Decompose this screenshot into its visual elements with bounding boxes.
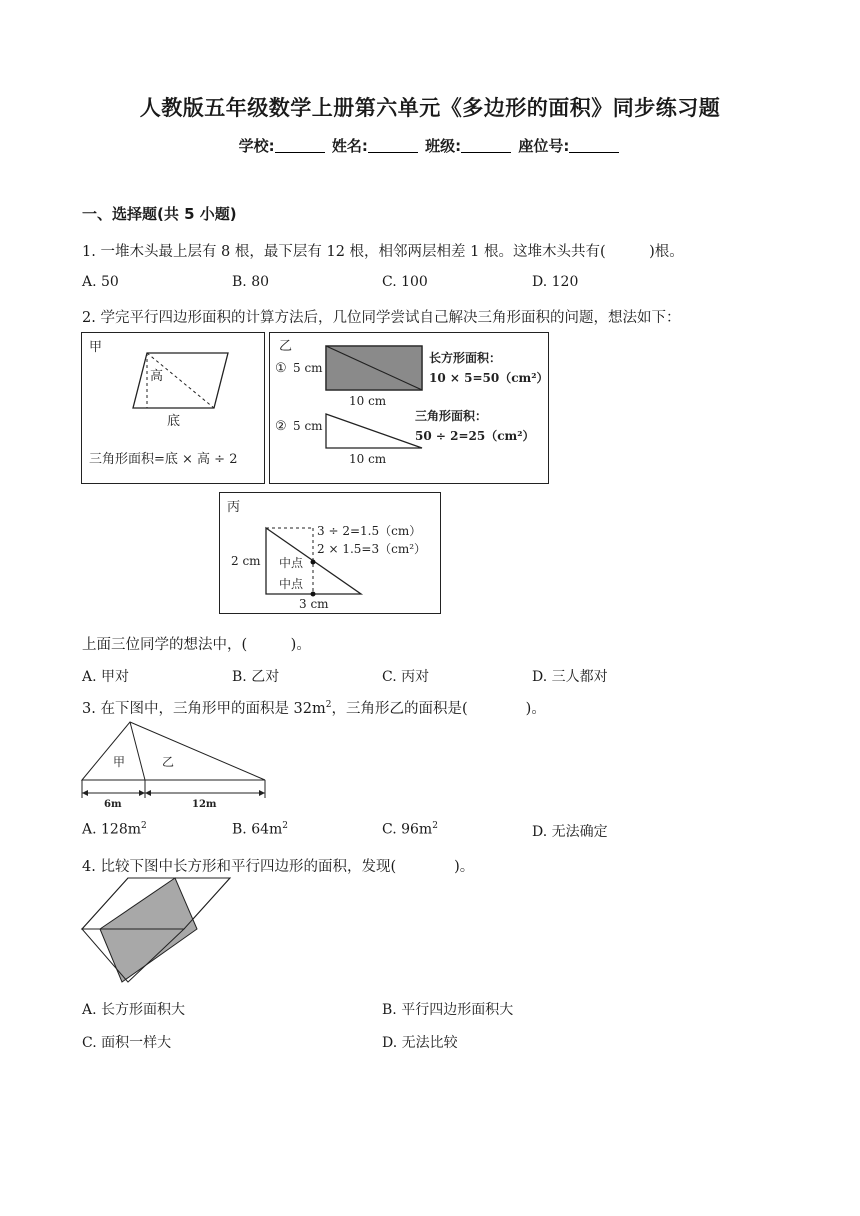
q3-option-d[interactable]: D. 无法确定 [532, 824, 608, 840]
q2-option-a[interactable]: A. 甲对 [82, 669, 130, 685]
jia-label: 甲 [89, 340, 103, 355]
q4-option-d[interactable]: D. 无法比较 [382, 1035, 458, 1051]
figure-bing [219, 492, 441, 614]
q2-option-b[interactable]: B. 乙对 [232, 669, 280, 685]
yi-row1-note2: 10 × 5=50（cm²） [429, 371, 549, 385]
q1-option-c[interactable]: C. 100 [382, 274, 428, 290]
yi-row1-bottom: 10 cm [349, 394, 387, 408]
bing-calc1: 3 ÷ 2=1.5（cm） [317, 524, 422, 538]
yi-label: 乙 [279, 339, 293, 354]
seat-label: 座位号: [518, 137, 570, 155]
jia-base-label: 底 [167, 414, 181, 429]
yi-row1-note1: 长方形面积： [429, 351, 502, 365]
q3-right-length: 12m [192, 799, 217, 810]
q3-left-length: 6m [104, 799, 122, 810]
question-4-text: 4. 比较下图中长方形和平行四边形的面积，发现( )。 [82, 859, 475, 875]
figure-q3 [80, 718, 270, 810]
q3-jia-label: 甲 [113, 755, 126, 769]
yi-row2-num: ② [275, 419, 287, 434]
yi-row1-num: ① [275, 361, 287, 376]
yi-row2-note2: 50 ÷ 2=25（cm²） [415, 429, 535, 443]
q2-option-d[interactable]: D. 三人都对 [532, 669, 608, 685]
section-title: 一、选择题(共 5 小题) [82, 205, 237, 223]
bing-label: 丙 [227, 500, 241, 515]
q1-option-d[interactable]: D. 120 [532, 274, 579, 290]
figure-q4 [80, 874, 232, 986]
question-1-text: 1. 一堆木头最上层有 8 根，最下层有 12 根，相邻两层相差 1 根。这堆木头共有( )根。 [82, 244, 684, 260]
q1-option-a[interactable]: A. 50 [82, 274, 119, 290]
yi-row2-side: 5 cm [293, 419, 323, 433]
school-label: 学校: [238, 137, 275, 155]
bing-mid1: 中点 [279, 556, 304, 570]
q3-option-c[interactable]: C. $96m^2$ [382, 821, 438, 838]
question-2-stem: 上面三位同学的想法中，( )。 [82, 637, 311, 653]
q3-yi-label: 乙 [162, 755, 175, 769]
bing-calc2: 2 × 1.5=3（cm²） [317, 542, 427, 556]
seat-blank[interactable] [569, 138, 619, 153]
jia-height-label: 高 [150, 369, 164, 384]
yi-row2-bottom: 10 cm [349, 452, 387, 466]
question-2-text: 2. 学完平行四边形面积的计算方法后，几位同学尝试自己解决三角形面积的问题，想法如下： [82, 310, 681, 326]
school-blank[interactable] [275, 138, 325, 153]
yi-row2-note1: 三角形面积： [415, 409, 488, 423]
jia-formula: 三角形面积=底 × 高 ÷ 2 [89, 452, 238, 467]
name-label: 姓名: [331, 137, 368, 155]
figure-jia [81, 332, 265, 484]
q3-option-b[interactable]: B. $64m^2$ [232, 821, 289, 838]
q4-option-b[interactable]: B. 平行四边形面积大 [382, 1002, 514, 1018]
figure-yi [269, 332, 549, 484]
question-3-text: 3. 在下图中，三角形甲的面积是 $32m^2$，三角形乙的面积是( )。 [82, 700, 546, 717]
q4-option-a[interactable]: A. 长方形面积大 [82, 1002, 186, 1018]
q2-option-c[interactable]: C. 丙对 [382, 669, 430, 685]
q4-option-c[interactable]: C. 面积一样大 [82, 1035, 172, 1051]
class-blank[interactable] [461, 138, 511, 153]
page-title: 人教版五年级数学上册第六单元《多边形的面积》同步练习题 [139, 96, 721, 120]
bing-mid2: 中点 [279, 577, 304, 591]
bing-bottom: 3 cm [299, 597, 329, 611]
bing-side: 2 cm [231, 554, 261, 568]
name-blank[interactable] [368, 138, 418, 153]
class-label: 班级: [425, 137, 462, 155]
student-info-line [0, 135, 860, 156]
q1-option-b[interactable]: B. 80 [232, 274, 270, 290]
yi-row1-side: 5 cm [293, 361, 323, 375]
q3-option-a[interactable]: A. $128m^2$ [82, 821, 147, 838]
